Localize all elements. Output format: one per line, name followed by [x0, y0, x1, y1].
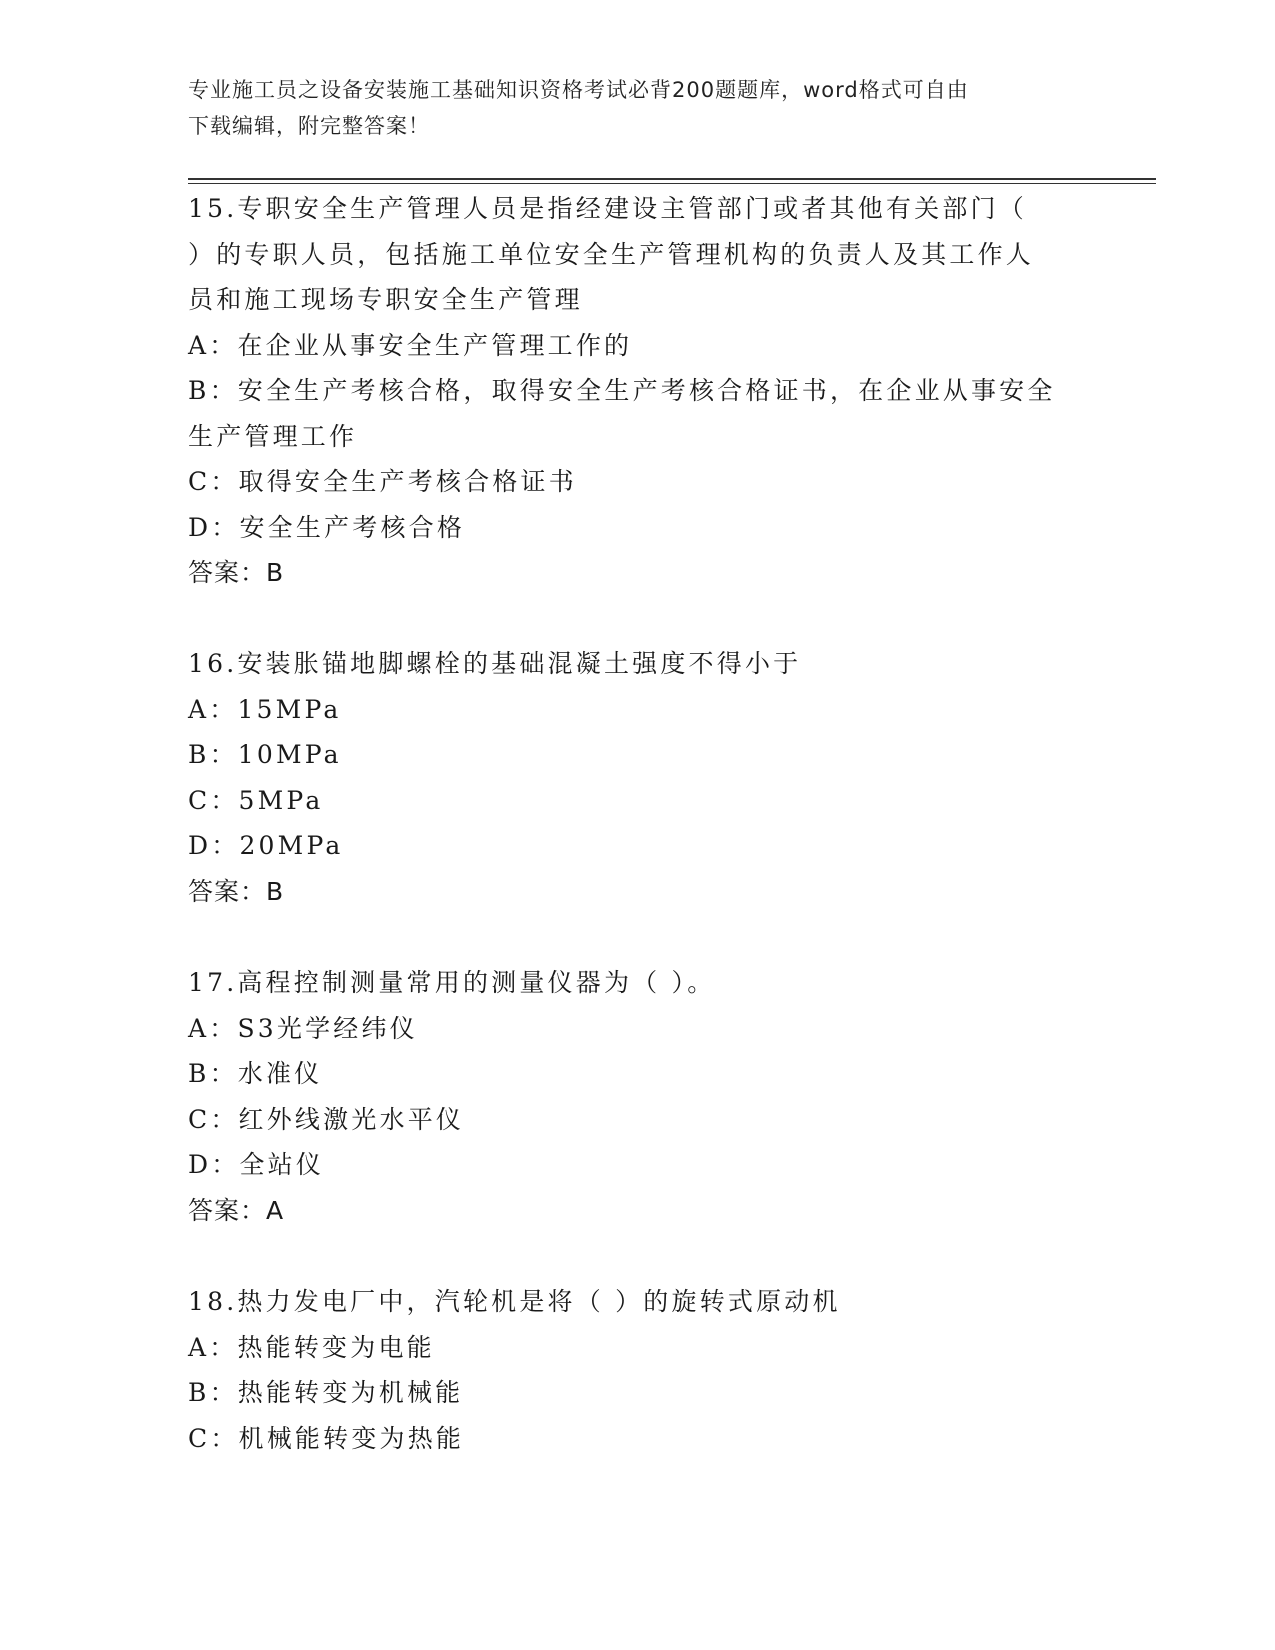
question-stem-line: 15.专职安全生产管理人员是指经建设主管部门或者其他有关部门（ — [188, 194, 1027, 223]
question-16 — [188, 641, 1088, 914]
answer: 答案：B — [188, 876, 285, 906]
option-c: C：机械能转变为热能 — [188, 1423, 465, 1453]
option-b: B：10MPa — [188, 740, 342, 769]
answer: 答案：A — [188, 1195, 285, 1225]
question-stem-line: 16.安装胀锚地脚螺栓的基础混凝土强度不得小于 — [188, 649, 802, 678]
option-c: C：5MPa — [188, 785, 324, 815]
header-divider-thick — [188, 178, 1156, 180]
option-c: C：红外线激光水平仪 — [188, 1104, 465, 1134]
header-title-line-2: 下载编辑，附完整答案！ — [188, 114, 430, 138]
question-stem-line: ）的专职人员，包括施工单位安全生产管理机构的负责人及其工作人 — [188, 239, 1035, 269]
option-a: A：15MPa — [188, 694, 342, 724]
option-d: D：全站仪 — [188, 1150, 325, 1179]
question-stem-line: 17.高程控制测量常用的测量仪器为（ ）。 — [188, 968, 716, 997]
header-divider-thin — [188, 183, 1156, 184]
question-15 — [188, 186, 1088, 596]
option-b: B：水准仪 — [188, 1059, 323, 1088]
option-d: D：安全生产考核合格 — [188, 512, 466, 542]
header-title-line-1: 专业施工员之设备安装施工基础知识资格考试必背200题题库，word格式可自由 — [188, 78, 969, 102]
option-c: C：取得安全生产考核合格证书 — [188, 467, 577, 496]
option-b: B：热能转变为机械能 — [188, 1378, 464, 1407]
option-b: B：安全生产考核合格，取得安全生产考核合格证书，在企业从事安全 — [188, 376, 1056, 405]
question-stem-line: 员和施工现场专职安全生产管理 — [188, 285, 583, 314]
option-a: A：热能转变为电能 — [188, 1332, 435, 1362]
document-header — [188, 72, 1068, 144]
question-18 — [188, 1279, 1088, 1461]
answer: 答案：B — [188, 558, 285, 587]
option-a: A：S3光学经纬仪 — [188, 1013, 418, 1043]
option-a: A：在企业从事安全生产管理工作的 — [188, 330, 633, 360]
question-stem-line: 18.热力发电厂中，汽轮机是将（ ）的旋转式原动机 — [188, 1287, 841, 1316]
option-d: D：20MPa — [188, 831, 344, 860]
question-17 — [188, 960, 1088, 1233]
option-b-continued: 生产管理工作 — [188, 421, 358, 451]
